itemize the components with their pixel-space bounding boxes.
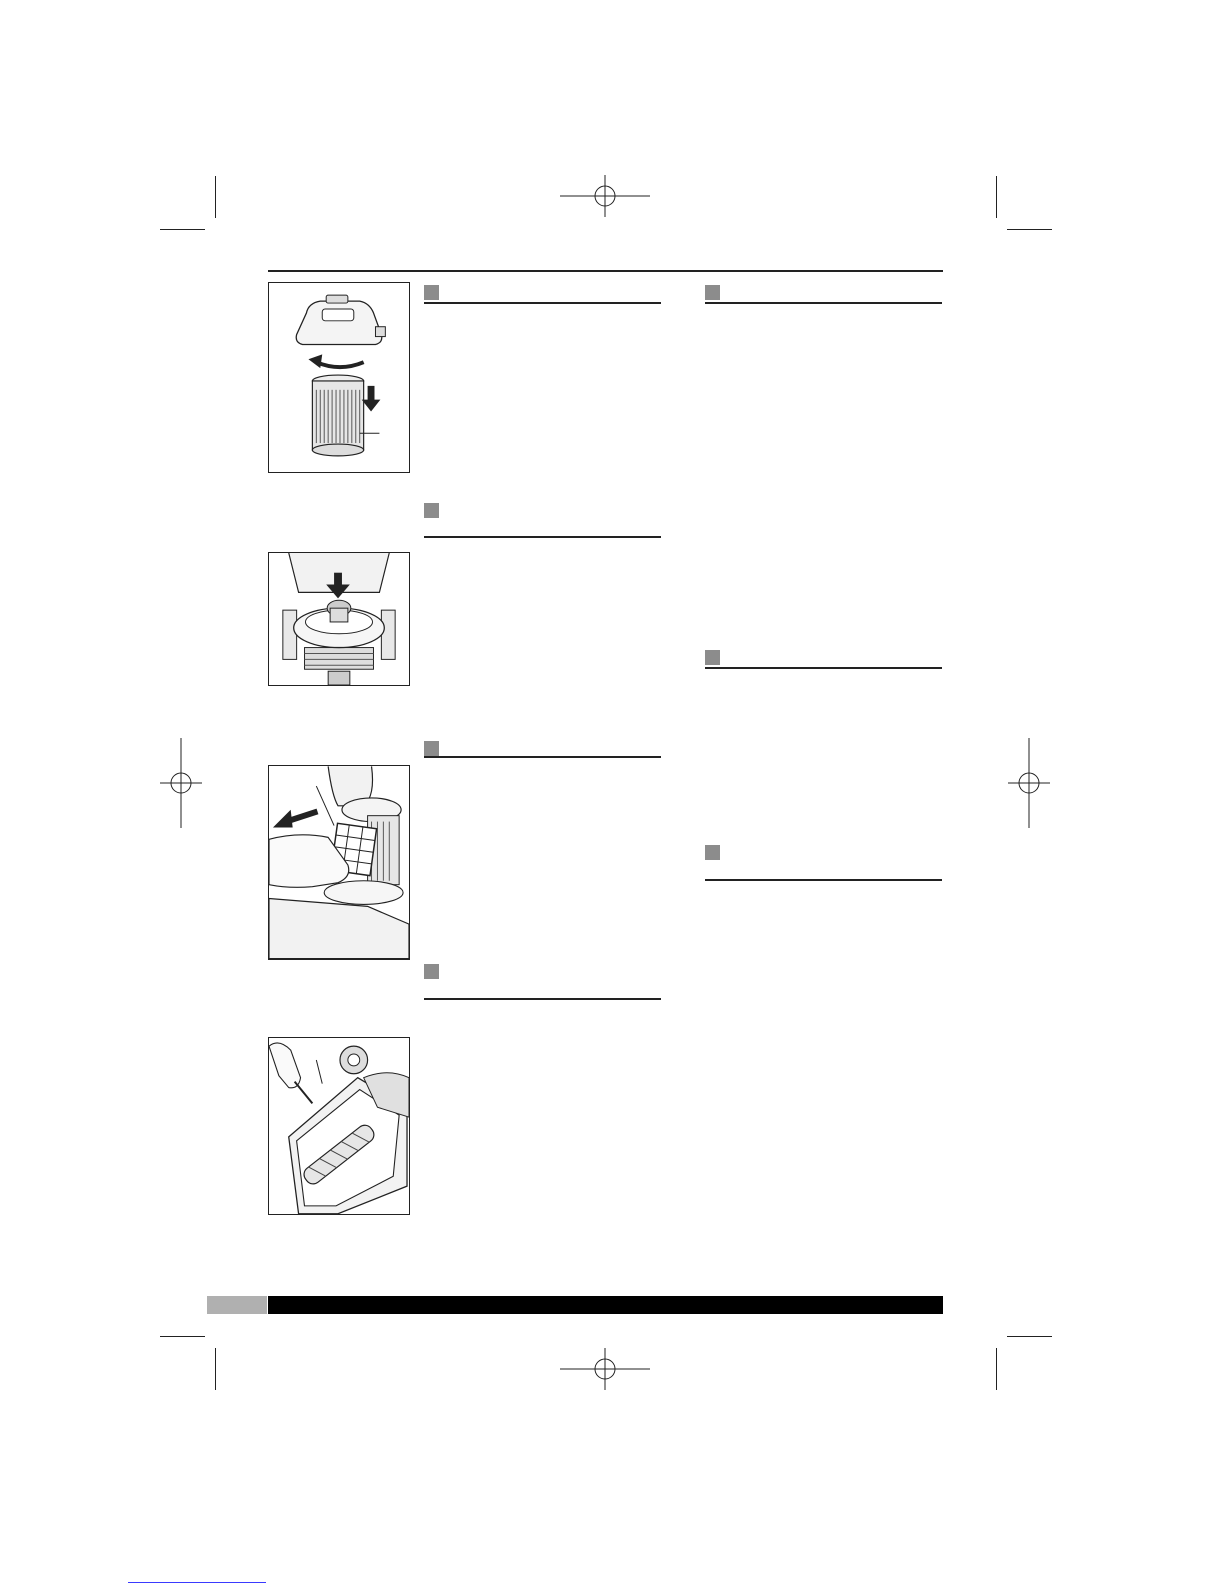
section-marker-right-1 bbox=[705, 285, 720, 300]
header-rule bbox=[268, 270, 943, 272]
section-rule-right-2 bbox=[705, 667, 942, 669]
section-marker-left-3 bbox=[424, 741, 439, 756]
section-rule-left-2 bbox=[424, 536, 661, 538]
figure-top-filter bbox=[268, 552, 410, 686]
registration-mark-top bbox=[560, 175, 650, 217]
section-marker-left-1 bbox=[424, 285, 439, 300]
section-marker-right-3 bbox=[705, 845, 720, 860]
section-marker-left-4 bbox=[424, 964, 439, 979]
section-marker-left-2 bbox=[424, 503, 439, 518]
footer-bar bbox=[268, 1296, 943, 1314]
registration-mark-right bbox=[1008, 738, 1050, 828]
crop-mark-bottom-right-h bbox=[1007, 1336, 1052, 1337]
crop-mark-top-right-h bbox=[1007, 229, 1052, 230]
registration-mark-bottom bbox=[560, 1348, 650, 1390]
crop-mark-top-left-v bbox=[215, 176, 216, 218]
section-rule-left-4 bbox=[424, 998, 661, 1000]
bottom-link-underline[interactable] bbox=[128, 1582, 266, 1583]
section-rule-right-1 bbox=[705, 302, 942, 304]
filter-cylinder-illustration-icon bbox=[269, 283, 409, 472]
section-marker-right-2 bbox=[705, 650, 720, 665]
crop-mark-top-right-v bbox=[996, 176, 997, 218]
brushroll-illustration-icon bbox=[269, 1038, 409, 1214]
section-rule-left-3 bbox=[424, 756, 661, 758]
section-rule-right-3 bbox=[705, 879, 942, 881]
figure-brushroll bbox=[268, 1037, 410, 1215]
crop-mark-bottom-right-v bbox=[996, 1348, 997, 1390]
figure-pleated-filter bbox=[268, 765, 410, 960]
crop-mark-top-left-h bbox=[160, 229, 205, 230]
registration-mark-left bbox=[160, 738, 202, 828]
top-filter-illustration-icon bbox=[269, 553, 409, 685]
footer-page-tab bbox=[207, 1296, 267, 1314]
figure-cylinder-filter bbox=[268, 282, 410, 473]
section-rule-left-1 bbox=[424, 302, 661, 304]
crop-mark-bottom-left-h bbox=[160, 1336, 205, 1337]
pleated-filter-illustration-icon bbox=[269, 766, 409, 959]
crop-mark-bottom-left-v bbox=[215, 1348, 216, 1390]
